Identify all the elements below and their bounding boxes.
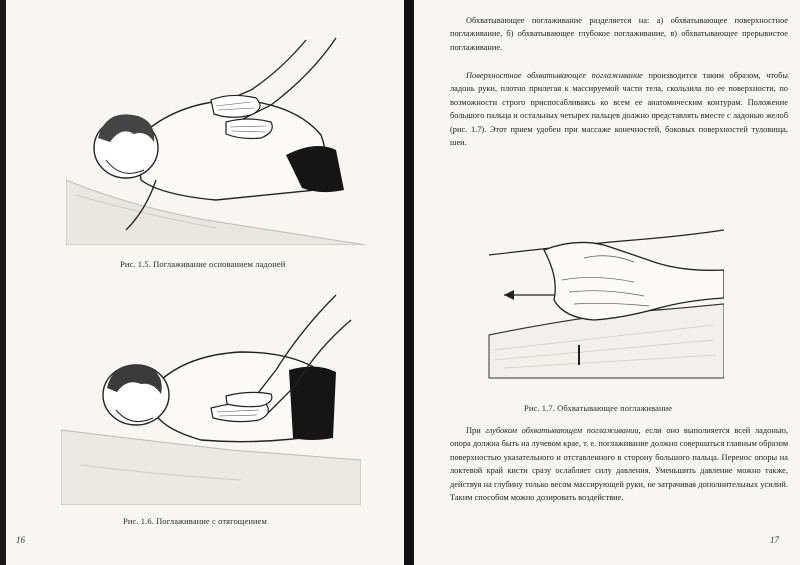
figure-1-6-caption: Рис. 1.6. Поглаживание с отягощением — [123, 516, 267, 526]
intro-text: Обхватывающее поглаживание разделяется на: а) обхватывающее поверхностное поглаживание, б) обхватывающее глубокое поглаживание, в) обхватывающее прерывистое поглаживание. — [450, 16, 788, 52]
right-page — [414, 0, 800, 565]
left-page-number: 16 — [16, 535, 25, 545]
surface-paragraph — [450, 69, 788, 149]
surface-text: производится таким образом, чтобы ладонь руки, плотно прилегая к массируемой части тела, скользила по ее поверхности, по возможности строго приспосабливаясь ко всем ее анатомическим контурам. Положение большого пальца и остальных четырех пальцев должно представлять вместе с ладонью желоб (рис. 1.7). Этот прием удобен при массаже конечностей, боковых поверхностей туловища, шеи. — [450, 71, 788, 148]
deep-text: , если оно выполняется всей ладонью, опора должна быть на лучевом крае, т. е. поглаживание должно совершаться главным образом поверхностью указательного и отставленного в сторону большого пальца. Перенос опоры на локтевой край кисти сразу ослабляет силу давления. Уменьшить давление можно также, действуя на глубину только весом массирующей руки, не затрачивая дополнительных усилий. Таким способом можно дозировать воздействие. — [450, 426, 788, 503]
figure-1-6-illustration — [61, 290, 361, 505]
figure-1-7-illustration — [484, 200, 724, 380]
surface-term: Поверхностное обхватывающее поглаживание — [466, 71, 643, 80]
right-page-number: 17 — [770, 535, 779, 545]
deep-lead: При — [466, 426, 486, 435]
intro-paragraph — [450, 14, 788, 54]
figure-1-5-illustration — [66, 30, 366, 245]
book-gutter — [404, 0, 414, 565]
figure-1-5-caption: Рис. 1.5. Поглаживание основанием ладоней — [120, 259, 286, 269]
figure-1-7-caption: Рис. 1.7. Обхватывающее поглаживание — [524, 403, 673, 413]
deep-paragraph — [450, 424, 788, 504]
deep-term: глубоком обхватывающем поглаживании — [485, 426, 639, 435]
left-page — [6, 0, 404, 565]
